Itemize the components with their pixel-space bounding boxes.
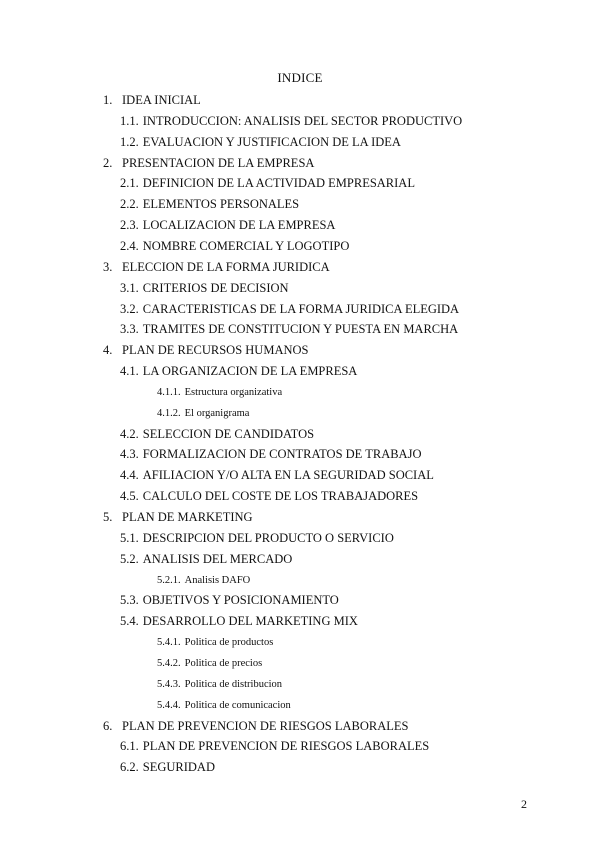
toc-number: 1.1. xyxy=(120,113,139,128)
toc-number: 4.1. xyxy=(120,364,139,379)
toc-number: 2.3. xyxy=(120,218,139,233)
toc-number: 6.2. xyxy=(120,760,139,775)
toc-number: 3.3. xyxy=(120,322,139,337)
toc-section xyxy=(103,718,408,734)
toc-label: LA ORGANIZACION DE LA EMPRESA xyxy=(142,364,358,379)
toc-subsection xyxy=(120,196,299,212)
toc-label: Politica de distribucion xyxy=(184,678,283,690)
toc-subsection xyxy=(120,238,349,254)
toc-section xyxy=(103,509,253,525)
toc-label: PLAN DE RECURSOS HUMANOS xyxy=(122,343,309,358)
toc-subsection xyxy=(120,488,418,504)
toc-number: 5.3. xyxy=(120,593,139,608)
toc-section xyxy=(103,342,309,358)
toc-subsubsection xyxy=(157,406,249,422)
toc-label: Politica de productos xyxy=(184,637,274,649)
toc-subsubsection xyxy=(157,656,262,672)
toc-subsection xyxy=(120,217,335,233)
page-title: INDICE xyxy=(277,70,323,85)
toc-number: 4.3. xyxy=(120,447,139,462)
toc-label: Analisis DAFO xyxy=(184,574,251,586)
toc-label: CALCULO DEL COSTE DE LOS TRABAJADORES xyxy=(142,489,419,504)
toc-number: 4.2. xyxy=(120,426,139,441)
toc-section xyxy=(103,92,201,108)
toc-number: 4. xyxy=(103,343,113,358)
toc-number: 6.1. xyxy=(120,739,139,754)
toc-subsection xyxy=(120,759,215,775)
toc-label: CARACTERISTICAS DE LA FORMA JURIDICA ELEGIDA xyxy=(142,301,460,316)
toc-section xyxy=(103,259,330,275)
toc-number: 5.4.3. xyxy=(157,678,181,690)
toc-label: EVALUACION Y JUSTIFICACION DE LA IDEA xyxy=(142,134,401,149)
toc-label: NOMBRE COMERCIAL Y LOGOTIPO xyxy=(142,238,350,253)
toc-label: ANALISIS DEL MERCADO xyxy=(142,551,293,566)
toc-subsubsection xyxy=(157,573,250,589)
toc-label: PRESENTACION DE LA EMPRESA xyxy=(122,155,315,170)
toc-label: TRAMITES DE CONSTITUCION Y PUESTA EN MARCHA xyxy=(142,322,459,337)
toc-number: 2.2. xyxy=(120,197,139,212)
toc-number: 2.1. xyxy=(120,176,139,191)
toc-subsection xyxy=(120,738,429,754)
toc-label: ELEMENTOS PERSONALES xyxy=(142,197,300,212)
toc-label: FORMALIZACION DE CONTRATOS DE TRABAJO xyxy=(142,447,422,462)
toc-number: 3. xyxy=(103,259,113,274)
toc-subsection xyxy=(120,426,314,442)
toc-number: 4.5. xyxy=(120,489,139,504)
toc-label: AFILIACION Y/O ALTA EN LA SEGURIDAD SOCIAL xyxy=(142,468,434,483)
toc-label: PLAN DE MARKETING xyxy=(122,510,253,524)
toc-subsection xyxy=(120,446,421,462)
toc-subsection xyxy=(120,175,415,191)
toc-number: 1.2. xyxy=(120,134,139,149)
toc-subsection xyxy=(120,592,339,608)
toc-number: 5.1. xyxy=(120,530,139,545)
toc-label: DEFINICION DE LA ACTIVIDAD EMPRESARIAL xyxy=(142,176,415,191)
page-number: 2 xyxy=(521,797,527,811)
toc-subsection xyxy=(120,134,401,150)
toc-label: ELECCION DE LA FORMA JURIDICA xyxy=(122,259,330,274)
toc-number: 4.1.2. xyxy=(157,407,181,419)
toc-label: El organigrama xyxy=(184,407,250,419)
toc-number: 4.1.1. xyxy=(157,386,181,398)
toc-subsubsection xyxy=(157,385,282,401)
toc-number: 5.4.1. xyxy=(157,637,181,649)
toc-label: PLAN DE PREVENCION DE RIESGOS LABORALES xyxy=(122,718,409,733)
toc-label: IDEA INICIAL xyxy=(122,93,201,107)
toc-subsection xyxy=(120,363,357,379)
toc-subsection xyxy=(120,530,394,546)
toc-number: 5.4. xyxy=(120,614,139,629)
toc-label: DESARROLLO DEL MARKETING MIX xyxy=(142,614,358,629)
toc-subsubsection xyxy=(157,677,282,693)
toc-subsection xyxy=(120,113,462,129)
toc-number: 5.4.2. xyxy=(157,657,181,669)
toc-number: 2. xyxy=(103,155,113,170)
toc-number: 5.2.1. xyxy=(157,574,181,586)
toc-label: Estructura organizativa xyxy=(184,386,283,398)
toc-subsection xyxy=(120,301,459,317)
toc-number: 3.2. xyxy=(120,301,139,316)
toc-label: Politica de comunicacion xyxy=(184,699,291,711)
toc-subsubsection xyxy=(157,635,273,651)
toc-label: PLAN DE PREVENCION DE RIESGOS LABORALES xyxy=(142,739,430,754)
toc-subsection xyxy=(120,321,458,337)
toc-label: DESCRIPCION DEL PRODUCTO O SERVICIO xyxy=(142,530,394,545)
toc-label: Politica de precios xyxy=(184,657,263,669)
toc-subsection xyxy=(120,280,289,296)
toc-number: 1. xyxy=(103,93,113,107)
toc-number: 5. xyxy=(103,510,113,524)
toc-section xyxy=(103,155,314,171)
toc-label: SELECCION DE CANDIDATOS xyxy=(142,426,315,441)
toc-number: 3.1. xyxy=(120,280,139,295)
toc-number: 4.4. xyxy=(120,468,139,483)
toc-number: 2.4. xyxy=(120,238,139,253)
toc-number: 5.4.4. xyxy=(157,699,181,711)
toc-label: INTRODUCCION: ANALISIS DEL SECTOR PRODUCTIVO xyxy=(142,113,463,128)
toc-label: CRITERIOS DE DECISION xyxy=(142,280,289,295)
toc-label: SEGURIDAD xyxy=(142,760,215,775)
toc-subsubsection xyxy=(157,698,291,714)
toc-subsection xyxy=(120,467,434,483)
toc-label: LOCALIZACION DE LA EMPRESA xyxy=(142,218,336,233)
toc-number: 5.2. xyxy=(120,551,139,566)
toc-subsection xyxy=(120,551,292,567)
toc-label: OBJETIVOS Y POSICIONAMIENTO xyxy=(142,593,339,608)
toc-number: 6. xyxy=(103,718,113,733)
toc-subsection xyxy=(120,613,358,629)
